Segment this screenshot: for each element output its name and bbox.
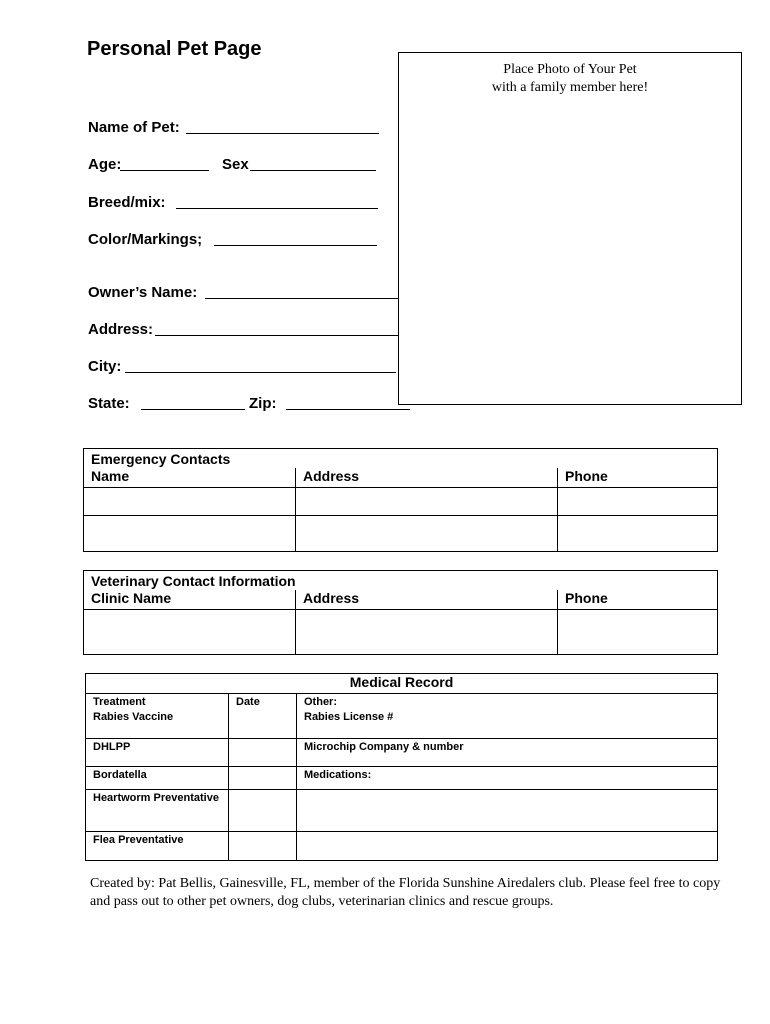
other-header: Other: [297, 694, 718, 710]
zip-field[interactable] [286, 409, 410, 410]
vet-address-cell[interactable] [296, 610, 558, 655]
date-cell[interactable] [229, 766, 297, 789]
treatment-rabies-vaccine: Rabies Vaccine [86, 709, 229, 738]
date-cell[interactable] [229, 738, 297, 766]
owner-name-label: Owner’s Name: [88, 284, 198, 301]
city-label: City: [88, 358, 122, 375]
photo-placeholder[interactable] [398, 52, 742, 405]
emergency-phone-cell[interactable] [558, 488, 718, 516]
vet-contact-caption: Veterinary Contact Information [84, 571, 718, 590]
name-of-pet-field[interactable] [186, 133, 379, 134]
vet-address-header: Address [296, 590, 558, 610]
state-field[interactable] [141, 409, 245, 410]
treatment-bordatella: Bordatella [86, 766, 229, 789]
sex-field[interactable] [250, 170, 376, 171]
emergency-name-header: Name [84, 468, 296, 488]
sex-label: Sex [222, 156, 249, 173]
other-rabies-license[interactable]: Rabies License # [297, 709, 718, 738]
vet-clinic-name-cell[interactable] [84, 610, 296, 655]
city-field[interactable] [125, 372, 396, 373]
emergency-address-cell[interactable] [296, 516, 558, 552]
photo-instructions-line1: Place Photo of Your Pet [503, 62, 637, 77]
emergency-contacts-caption: Emergency Contacts [84, 449, 718, 468]
emergency-name-cell[interactable] [84, 488, 296, 516]
breed-field[interactable] [176, 208, 378, 209]
vet-clinic-name-header: Clinic Name [84, 590, 296, 610]
zip-label: Zip: [249, 395, 277, 412]
other-cell[interactable] [297, 789, 718, 831]
owner-name-field[interactable] [205, 298, 398, 299]
age-field[interactable] [120, 170, 209, 171]
emergency-contacts-table [83, 448, 718, 552]
date-cell[interactable] [229, 789, 297, 831]
footer-credit: Created by: Pat Bellis, Gainesville, FL, member of the Florida Sunshine Airedalers club. Please feel free to copy and pass out to other pet owners, dog clubs, veterinarian clinics and rescue groups. [90, 876, 721, 909]
photo-instructions-line2: with a family member here! [491, 80, 649, 95]
date-cell[interactable] [229, 831, 297, 860]
date-cell[interactable] [229, 709, 297, 738]
treatment-flea: Flea Preventative [86, 831, 229, 860]
date-header: Date [229, 694, 297, 710]
photo-instructions [399, 61, 741, 97]
other-medications[interactable]: Medications: [297, 766, 718, 789]
other-cell[interactable] [297, 831, 718, 860]
vet-contact-table [83, 570, 718, 655]
emergency-phone-cell[interactable] [558, 516, 718, 552]
treatment-dhlpp: DHLPP [86, 738, 229, 766]
address-label: Address: [88, 321, 154, 338]
address-field[interactable] [155, 335, 398, 336]
emergency-address-header: Address [296, 468, 558, 488]
medical-record-table [85, 673, 718, 861]
medical-record-title: Medical Record [86, 674, 718, 694]
vet-phone-header: Phone [558, 590, 718, 610]
name-of-pet-label: Name of Pet: [88, 119, 180, 136]
other-microchip[interactable]: Microchip Company & number [297, 738, 718, 766]
treatment-heartworm: Heartworm Preventative [86, 789, 229, 831]
color-markings-field[interactable] [214, 245, 377, 246]
color-markings-label: Color/Markings; [88, 231, 203, 248]
state-label: State: [88, 395, 130, 412]
breed-label: Breed/mix: [88, 194, 166, 211]
emergency-address-cell[interactable] [296, 488, 558, 516]
emergency-name-cell[interactable] [84, 516, 296, 552]
age-label: Age: [88, 156, 122, 173]
emergency-phone-header: Phone [558, 468, 718, 488]
page-title: Personal Pet Page [87, 38, 262, 60]
treatment-header: Treatment [86, 694, 229, 710]
vet-phone-cell[interactable] [558, 610, 718, 655]
